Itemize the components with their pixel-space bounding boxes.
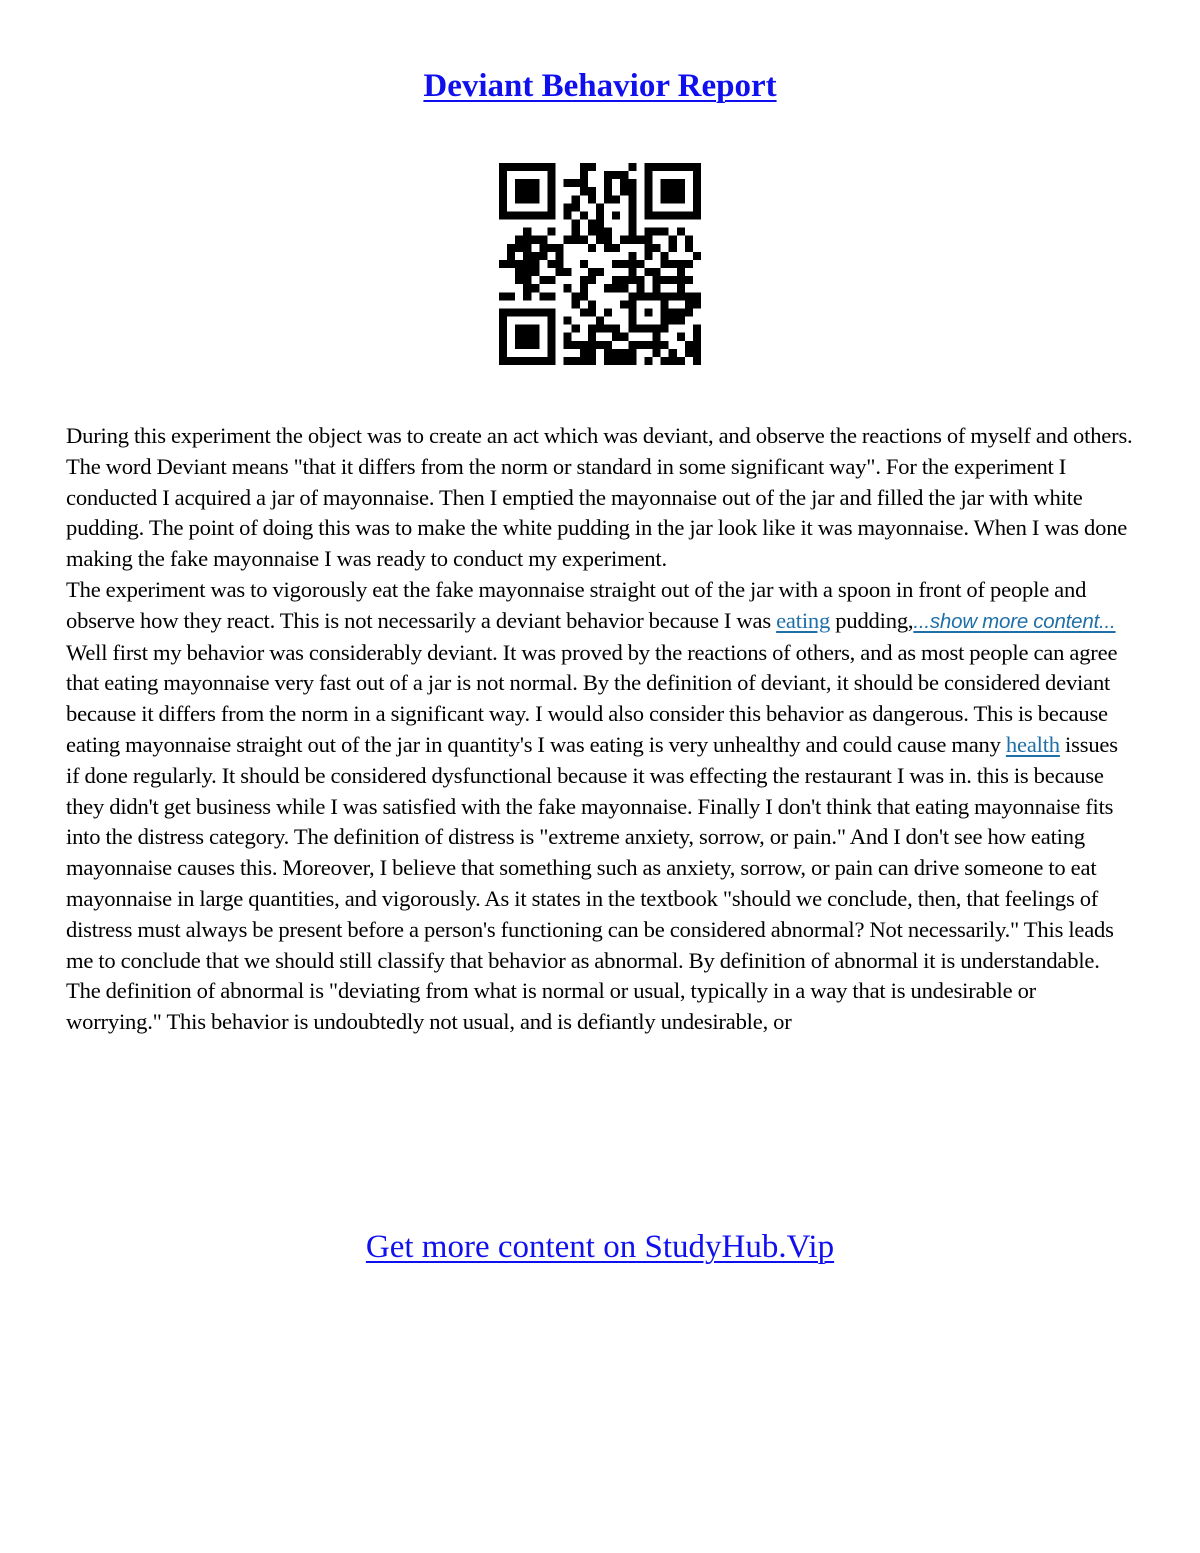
document-title xyxy=(0,66,1200,106)
footer xyxy=(0,1227,1200,1267)
paragraph-2-end: pudding, xyxy=(830,607,914,633)
paragraph-2 xyxy=(66,575,1136,638)
keyword-link-health[interactable]: health xyxy=(1005,731,1060,757)
studyhub-link[interactable]: Get more content on StudyHub.Vip xyxy=(365,1229,835,1265)
paragraph-3 xyxy=(66,638,1136,1038)
show-more-link[interactable]: ...show more content... xyxy=(913,609,1116,633)
title-link[interactable]: Deviant Behavior Report xyxy=(423,68,777,104)
paragraph-3-end: issues if done regularly. It should be considered dysfunctional because it was effecting the restaurant I was in. this is because they didn't get business while I was satisfied with the fake mayonnaise. Finally I don't think that eating mayonnaise fits into the distress category. The definition of distress is "extreme anxiety, sorrow, or pain." And I don't see how eating mayonnaise causes this. Moreover, I believe that something such as anxiety, sorrow, or pain can drive someone to eat mayonnaise in large quantities, and vigorously. As it states in the textbook "should we conclude, then, that feelings of distress must always be present before a person's functioning can be considered abnormal? Not necessarily." This leads me to conclude that we should still classify that behavior as abnormal. By definition of abnormal it is understandable. The definition of abnormal is "deviating from what is normal or usual, typically in a way that is undesirable or worrying." This behavior is undoubtedly not usual, and is defiantly undesirable, or xyxy=(66,731,1118,1035)
keyword-link-eating[interactable]: eating xyxy=(776,607,831,633)
paragraph-3-start: Well first my behavior was considerably deviant. It was proved by the reactions of others, and as most people can agree that eating mayonnaise very fast out of a jar is not normal. By the definition of deviant, it should be considered deviant because it differs from the norm in a significant way. I would also consider this behavior as dangerous. This is because eating mayonnaise straight out of the jar in quantity's I was eating is very unhealthy and could cause many xyxy=(66,639,1118,757)
paragraph-1: During this experiment the object was to create an act which was deviant, and observe the reactions of myself and others. The word Deviant means "that it differs from the norm or standard in some significant way". For the experiment I conducted I acquired a jar of mayonnaise. Then I emptied the mayonnaise out of the jar and filled the jar with white pudding. The point of doing this was to make the white pudding in the jar look like it was mayonnaise. When I was done making the fake mayonnaise I was ready to conduct my experiment. xyxy=(66,423,1133,572)
document-body xyxy=(66,421,1136,1038)
qr-code-icon xyxy=(499,163,701,365)
paragraph-2-start: The experiment was to vigorously eat the fake mayonnaise straight out of the jar with a spoon in front of people and observe how they react. This is not necessarily a deviant behavior because I was xyxy=(66,576,1087,633)
